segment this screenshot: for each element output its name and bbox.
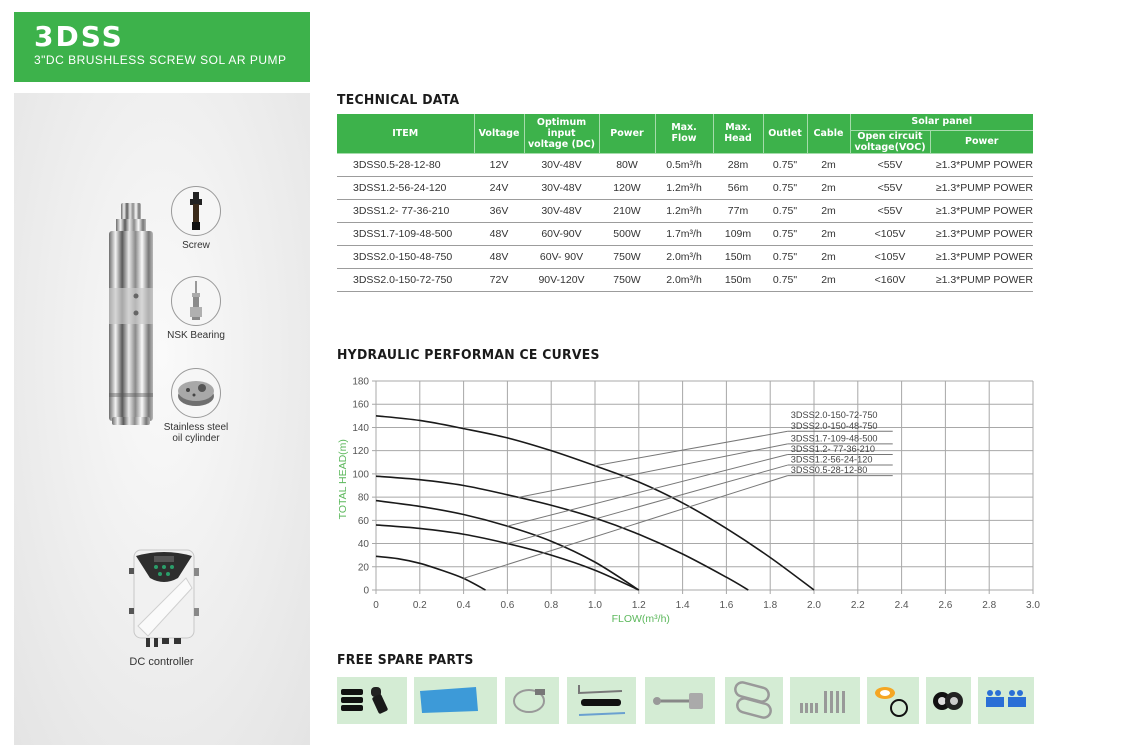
y-tick-label: 100	[352, 469, 369, 481]
table-row	[337, 268, 1033, 291]
header-optimum-line2: voltage (DC)	[527, 138, 596, 150]
cell-head: 109m	[713, 222, 763, 245]
cell-item: 3DSS1.2- 77-36-210	[337, 199, 474, 222]
x-tick-label: 0.2	[412, 600, 427, 611]
cell-head: 56m	[713, 176, 763, 199]
y-tick-label: 40	[357, 539, 369, 551]
table-row	[337, 153, 1033, 176]
table-row	[337, 176, 1033, 199]
product-image-panel	[14, 93, 310, 745]
cell-cable: 2m	[807, 153, 850, 176]
cell-item: 3DSS1.2-56-24-120	[337, 176, 474, 199]
cell-optimum: 30V-48V	[524, 176, 599, 199]
x-tick-label: 0	[373, 600, 379, 611]
cell-voc: <160V	[850, 268, 930, 291]
header-solar-power: Power	[930, 130, 1033, 153]
oil-cylinder-icon	[171, 368, 221, 418]
cell-optimum: 90V-120V	[524, 268, 599, 291]
cell-flow: 1.2m³/h	[655, 199, 713, 222]
x-tick-label: 3.0	[1026, 600, 1040, 611]
x-tick-label: 2.0	[807, 600, 821, 611]
x-tick-label: 1.2	[631, 600, 646, 611]
cell-power: 210W	[599, 199, 655, 222]
cell-solar-power: ≥1.3*PUMP POWER	[930, 153, 1033, 176]
heat-shrink-icon	[414, 677, 497, 724]
cell-flow: 1.2m³/h	[655, 176, 713, 199]
header-outlet: Outlet	[763, 114, 807, 153]
insulating-tape-icon	[926, 677, 971, 724]
header-power: Power	[599, 114, 655, 153]
terminals-icon	[978, 677, 1034, 724]
cell-voc: <105V	[850, 222, 930, 245]
y-axis-title: TOTAL HEAD(m)	[337, 439, 349, 520]
cell-optimum: 30V-48V	[524, 153, 599, 176]
spare-part-shaft-coupling	[645, 677, 715, 724]
bolts-icon	[790, 677, 860, 724]
cell-flow: 2.0m³/h	[655, 268, 713, 291]
product-title: 3DSS	[34, 20, 124, 53]
cell-outlet: 0.75"	[763, 153, 807, 176]
spare-part-insulating-tape-rolls	[926, 677, 971, 724]
y-tick-label: 180	[352, 376, 369, 388]
cell-optimum: 30V-48V	[524, 199, 599, 222]
cell-voltage: 24V	[474, 176, 524, 199]
carabiner-icon	[725, 677, 783, 724]
cell-head: 150m	[713, 268, 763, 291]
y-tick-label: 140	[352, 422, 369, 434]
spare-part-allen-key-and-cable-tie	[567, 677, 636, 724]
cell-flow: 1.7m³/h	[655, 222, 713, 245]
x-tick-label: 1.8	[763, 600, 778, 611]
cell-optimum: 60V- 90V	[524, 245, 599, 268]
cell-voc: <105V	[850, 245, 930, 268]
cell-cable: 2m	[807, 199, 850, 222]
header-head-line1: Max.	[725, 122, 751, 134]
cell-solar-power: ≥1.3*PUMP POWER	[930, 222, 1033, 245]
feature-oil-cylinder	[141, 368, 251, 444]
hose-clamp-icon	[505, 677, 559, 724]
cell-flow: 2.0m³/h	[655, 245, 713, 268]
cell-cable: 2m	[807, 245, 850, 268]
cell-solar-power: ≥1.3*PUMP POWER	[930, 199, 1033, 222]
cell-cable: 2m	[807, 176, 850, 199]
cell-voltage: 48V	[474, 222, 524, 245]
spare-part-blue-heat-shrink-sleeve	[414, 677, 497, 724]
spare-part-ptfe-tape-and-o-ring	[867, 677, 919, 724]
cell-flow: 0.5m³/h	[655, 153, 713, 176]
product-subtitle: 3"DC BRUSHLESS SCREW SOL AR PUMP	[34, 53, 287, 67]
curves-title: HYDRAULIC PERFORMAN CE CURVES	[337, 347, 600, 363]
header-voc-line1: Open circuit	[857, 130, 923, 142]
legend-label: 3DSS2.0-150-72-750	[790, 410, 878, 421]
x-tick-label: 2.2	[850, 600, 865, 611]
cell-outlet: 0.75"	[763, 176, 807, 199]
performance-chart	[330, 370, 1040, 630]
spare-part-rubber-grommets-and-plug	[337, 677, 407, 724]
table-row	[337, 245, 1033, 268]
legend-label: 3DSS0.5-28-12-80	[790, 465, 868, 476]
cell-item: 3DSS1.7-109-48-500	[337, 222, 474, 245]
spare-parts-title: FREE SPARE PARTS	[337, 652, 474, 668]
table-row	[337, 199, 1033, 222]
x-tick-label: 0.8	[544, 600, 559, 611]
cell-power: 750W	[599, 268, 655, 291]
spare-part-carabiner-hooks	[725, 677, 783, 724]
cell-head: 28m	[713, 153, 763, 176]
shaft-icon	[645, 677, 715, 724]
cell-solar-power: ≥1.3*PUMP POWER	[930, 245, 1033, 268]
cell-solar-power: ≥1.3*PUMP POWER	[930, 268, 1033, 291]
cell-voltage: 48V	[474, 245, 524, 268]
header-max-flow	[655, 114, 713, 153]
x-axis-title: FLOW(m³/h)	[611, 613, 670, 625]
cell-voc: <55V	[850, 153, 930, 176]
dc-controller-label: DC controller	[129, 656, 194, 668]
legend-label: 3DSS1.2-56-24-120	[790, 454, 873, 465]
legend-label: 3DSS1.7-109-48-500	[790, 433, 878, 444]
cell-head: 77m	[713, 199, 763, 222]
tape-icon	[867, 677, 919, 724]
feature-oil-cylinder-label-2: oil cylinder	[172, 433, 220, 444]
feature-nsk-bearing	[141, 276, 251, 341]
cell-voltage: 36V	[474, 199, 524, 222]
x-tick-label: 0.6	[500, 600, 515, 611]
cell-item: 3DSS0.5-28-12-80	[337, 153, 474, 176]
y-tick-label: 160	[352, 399, 369, 411]
header-optimum-line1: Optimum input	[536, 116, 587, 139]
cell-voc: <55V	[850, 199, 930, 222]
y-tick-label: 60	[357, 515, 369, 527]
x-tick-label: 1.0	[588, 600, 602, 611]
performance-curve	[376, 476, 748, 590]
cell-item: 3DSS2.0-150-48-750	[337, 245, 474, 268]
header-item: ITEM	[337, 114, 474, 153]
legend-label: 3DSS1.2- 77-36-210	[790, 443, 876, 454]
cell-outlet: 0.75"	[763, 222, 807, 245]
cell-voltage: 12V	[474, 153, 524, 176]
allen-key-icon	[567, 677, 636, 724]
y-tick-label: 0	[363, 585, 369, 597]
cell-outlet: 0.75"	[763, 199, 807, 222]
cell-cable: 2m	[807, 222, 850, 245]
dc-controller-image	[126, 548, 201, 648]
legend-label: 3DSS2.0-150-48-750	[790, 420, 878, 431]
technical-data-title: TECHNICAL DATA	[337, 92, 460, 108]
cell-cable: 2m	[807, 268, 850, 291]
cell-power: 750W	[599, 245, 655, 268]
table-row	[337, 222, 1033, 245]
cable-gland-icon	[337, 677, 407, 724]
performance-curve	[376, 556, 486, 590]
header-flow-line1: Max.	[671, 122, 697, 134]
header-voc	[850, 130, 930, 153]
cell-outlet: 0.75"	[763, 268, 807, 291]
cell-power: 80W	[599, 153, 655, 176]
spare-part-stainless-bolts	[790, 677, 860, 724]
header-head-line2: Head	[724, 133, 752, 145]
y-tick-label: 120	[352, 446, 369, 458]
feature-oil-cylinder-label-1: Stainless steel	[163, 422, 229, 433]
curve-leader-line	[595, 431, 788, 466]
feature-screw	[141, 186, 251, 251]
x-tick-label: 2.6	[938, 600, 953, 611]
header-max-head	[713, 114, 763, 153]
x-tick-label: 2.8	[982, 600, 997, 611]
spare-part-blue-wire-terminals	[978, 677, 1034, 724]
header-voc-line2: voltage(VOC)	[854, 141, 926, 153]
header-solar-panel: Solar panel	[850, 114, 1033, 130]
feature-nsk-bearing-label: NSK Bearing	[167, 330, 225, 341]
header-cable: Cable	[807, 114, 850, 153]
x-tick-label: 2.4	[894, 600, 909, 611]
cell-optimum: 60V-90V	[524, 222, 599, 245]
cell-solar-power: ≥1.3*PUMP POWER	[930, 176, 1033, 199]
cell-power: 120W	[599, 176, 655, 199]
screw-icon	[171, 186, 221, 236]
cell-outlet: 0.75"	[763, 245, 807, 268]
header-voltage: Voltage	[474, 114, 524, 153]
product-banner	[14, 12, 310, 82]
header-optimum-voltage	[524, 114, 599, 153]
bearing-icon	[171, 276, 221, 326]
x-tick-label: 1.4	[675, 600, 690, 611]
cell-item: 3DSS2.0-150-72-750	[337, 268, 474, 291]
x-tick-label: 1.6	[719, 600, 734, 611]
cell-power: 500W	[599, 222, 655, 245]
y-tick-label: 20	[357, 562, 369, 574]
x-tick-label: 0.4	[456, 600, 471, 611]
cell-voltage: 72V	[474, 268, 524, 291]
y-tick-label: 80	[357, 492, 369, 504]
curve-leader-line	[507, 454, 787, 526]
header-flow-line2: Flow	[671, 133, 697, 145]
spare-part-hose-clamp	[505, 677, 559, 724]
cell-voc: <55V	[850, 176, 930, 199]
technical-data-table	[337, 114, 1033, 292]
cell-head: 150m	[713, 245, 763, 268]
feature-screw-label: Screw	[182, 240, 210, 251]
